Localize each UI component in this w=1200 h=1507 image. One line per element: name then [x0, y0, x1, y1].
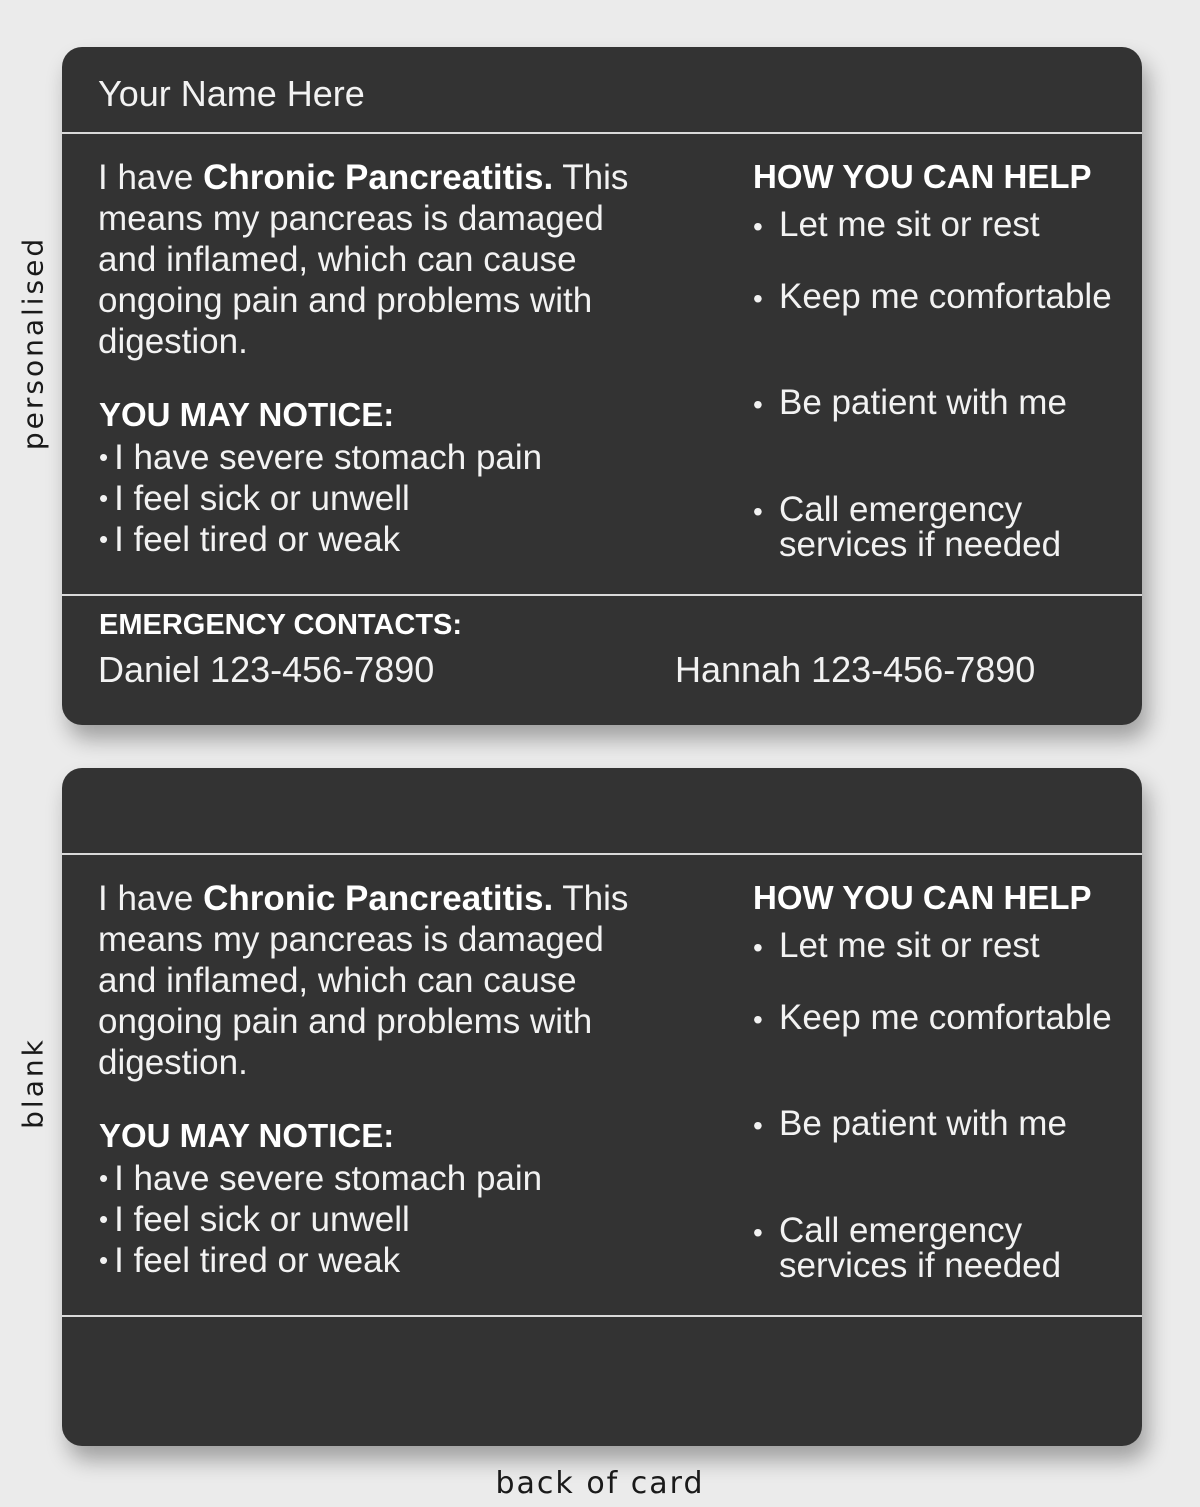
help-item — [753, 1213, 1113, 1283]
blank-label: blank — [16, 1037, 50, 1129]
bullet-icon: • — [753, 1217, 763, 1248]
card-name: Your Name Here — [98, 73, 365, 114]
contacts-heading: EMERGENCY CONTACTS: — [99, 609, 463, 641]
bullet-icon: • — [753, 496, 763, 527]
blank-card — [62, 768, 1142, 1446]
condition-name: Chronic Pancreatitis. — [203, 879, 554, 918]
help-item-text: Let me sit or rest — [779, 926, 1040, 965]
notice-item: • I feel sick or unwell — [99, 1199, 542, 1240]
top-divider — [62, 853, 1142, 855]
intro-text — [98, 878, 658, 1083]
intro-text — [98, 157, 658, 362]
help-item — [753, 207, 1113, 242]
top-divider — [62, 132, 1142, 134]
notice-item: • I feel sick or unwell — [99, 478, 542, 519]
help-item — [753, 385, 1113, 420]
contact-hannah: Hannah 123-456-7890 — [675, 649, 1036, 690]
help-item-text: Keep me comfortable — [779, 277, 1112, 316]
help-item — [753, 1106, 1113, 1141]
help-item — [753, 492, 1113, 562]
notice-item: • I have severe stomach pain — [99, 437, 542, 478]
notice-item: • I feel tired or weak — [99, 519, 542, 560]
help-item-text: Let me sit or rest — [779, 205, 1040, 244]
condition-name: Chronic Pancreatitis. — [203, 158, 554, 197]
help-heading: HOW YOU CAN HELP — [753, 879, 1092, 916]
bottom-divider — [62, 594, 1142, 596]
bullet-icon: • — [753, 283, 763, 314]
help-item-text: Call emergency services if needed — [779, 1211, 1062, 1285]
bullet-icon: • — [753, 211, 763, 242]
notice-list — [99, 1158, 542, 1281]
intro-body: This means my pancreas is damaged and inflamed, which can cause ongoing pain and problems with digestion. — [98, 158, 629, 361]
bullet-icon: • — [753, 932, 763, 963]
help-item — [753, 279, 1113, 314]
back-of-card-caption: back of card — [495, 1466, 705, 1501]
bullet-icon: • — [753, 389, 763, 420]
help-item-text: Be patient with me — [779, 1104, 1067, 1143]
intro-prefix: I have — [98, 879, 204, 918]
bullet-icon: • — [753, 1004, 763, 1035]
bullet-icon: • — [753, 1110, 763, 1141]
notice-heading: YOU MAY NOTICE: — [99, 1117, 395, 1154]
personalised-label: personalised — [16, 235, 50, 451]
help-item — [753, 928, 1113, 963]
intro-prefix: I have — [98, 158, 204, 197]
notice-item: • I feel tired or weak — [99, 1240, 542, 1281]
help-item-text: Be patient with me — [779, 383, 1067, 422]
help-item — [753, 1000, 1113, 1035]
intro-body: This means my pancreas is damaged and inflamed, which can cause ongoing pain and problems with digestion. — [98, 879, 629, 1082]
help-item-text: Call emergency services if needed — [779, 490, 1062, 564]
bottom-divider — [62, 1315, 1142, 1317]
help-item-text: Keep me comfortable — [779, 998, 1112, 1037]
contact-daniel: Daniel 123-456-7890 — [98, 649, 435, 690]
help-heading: HOW YOU CAN HELP — [753, 158, 1092, 195]
notice-list — [99, 437, 542, 560]
notice-item: • I have severe stomach pain — [99, 1158, 542, 1199]
personalised-card — [62, 47, 1142, 725]
notice-heading: YOU MAY NOTICE: — [99, 396, 395, 433]
